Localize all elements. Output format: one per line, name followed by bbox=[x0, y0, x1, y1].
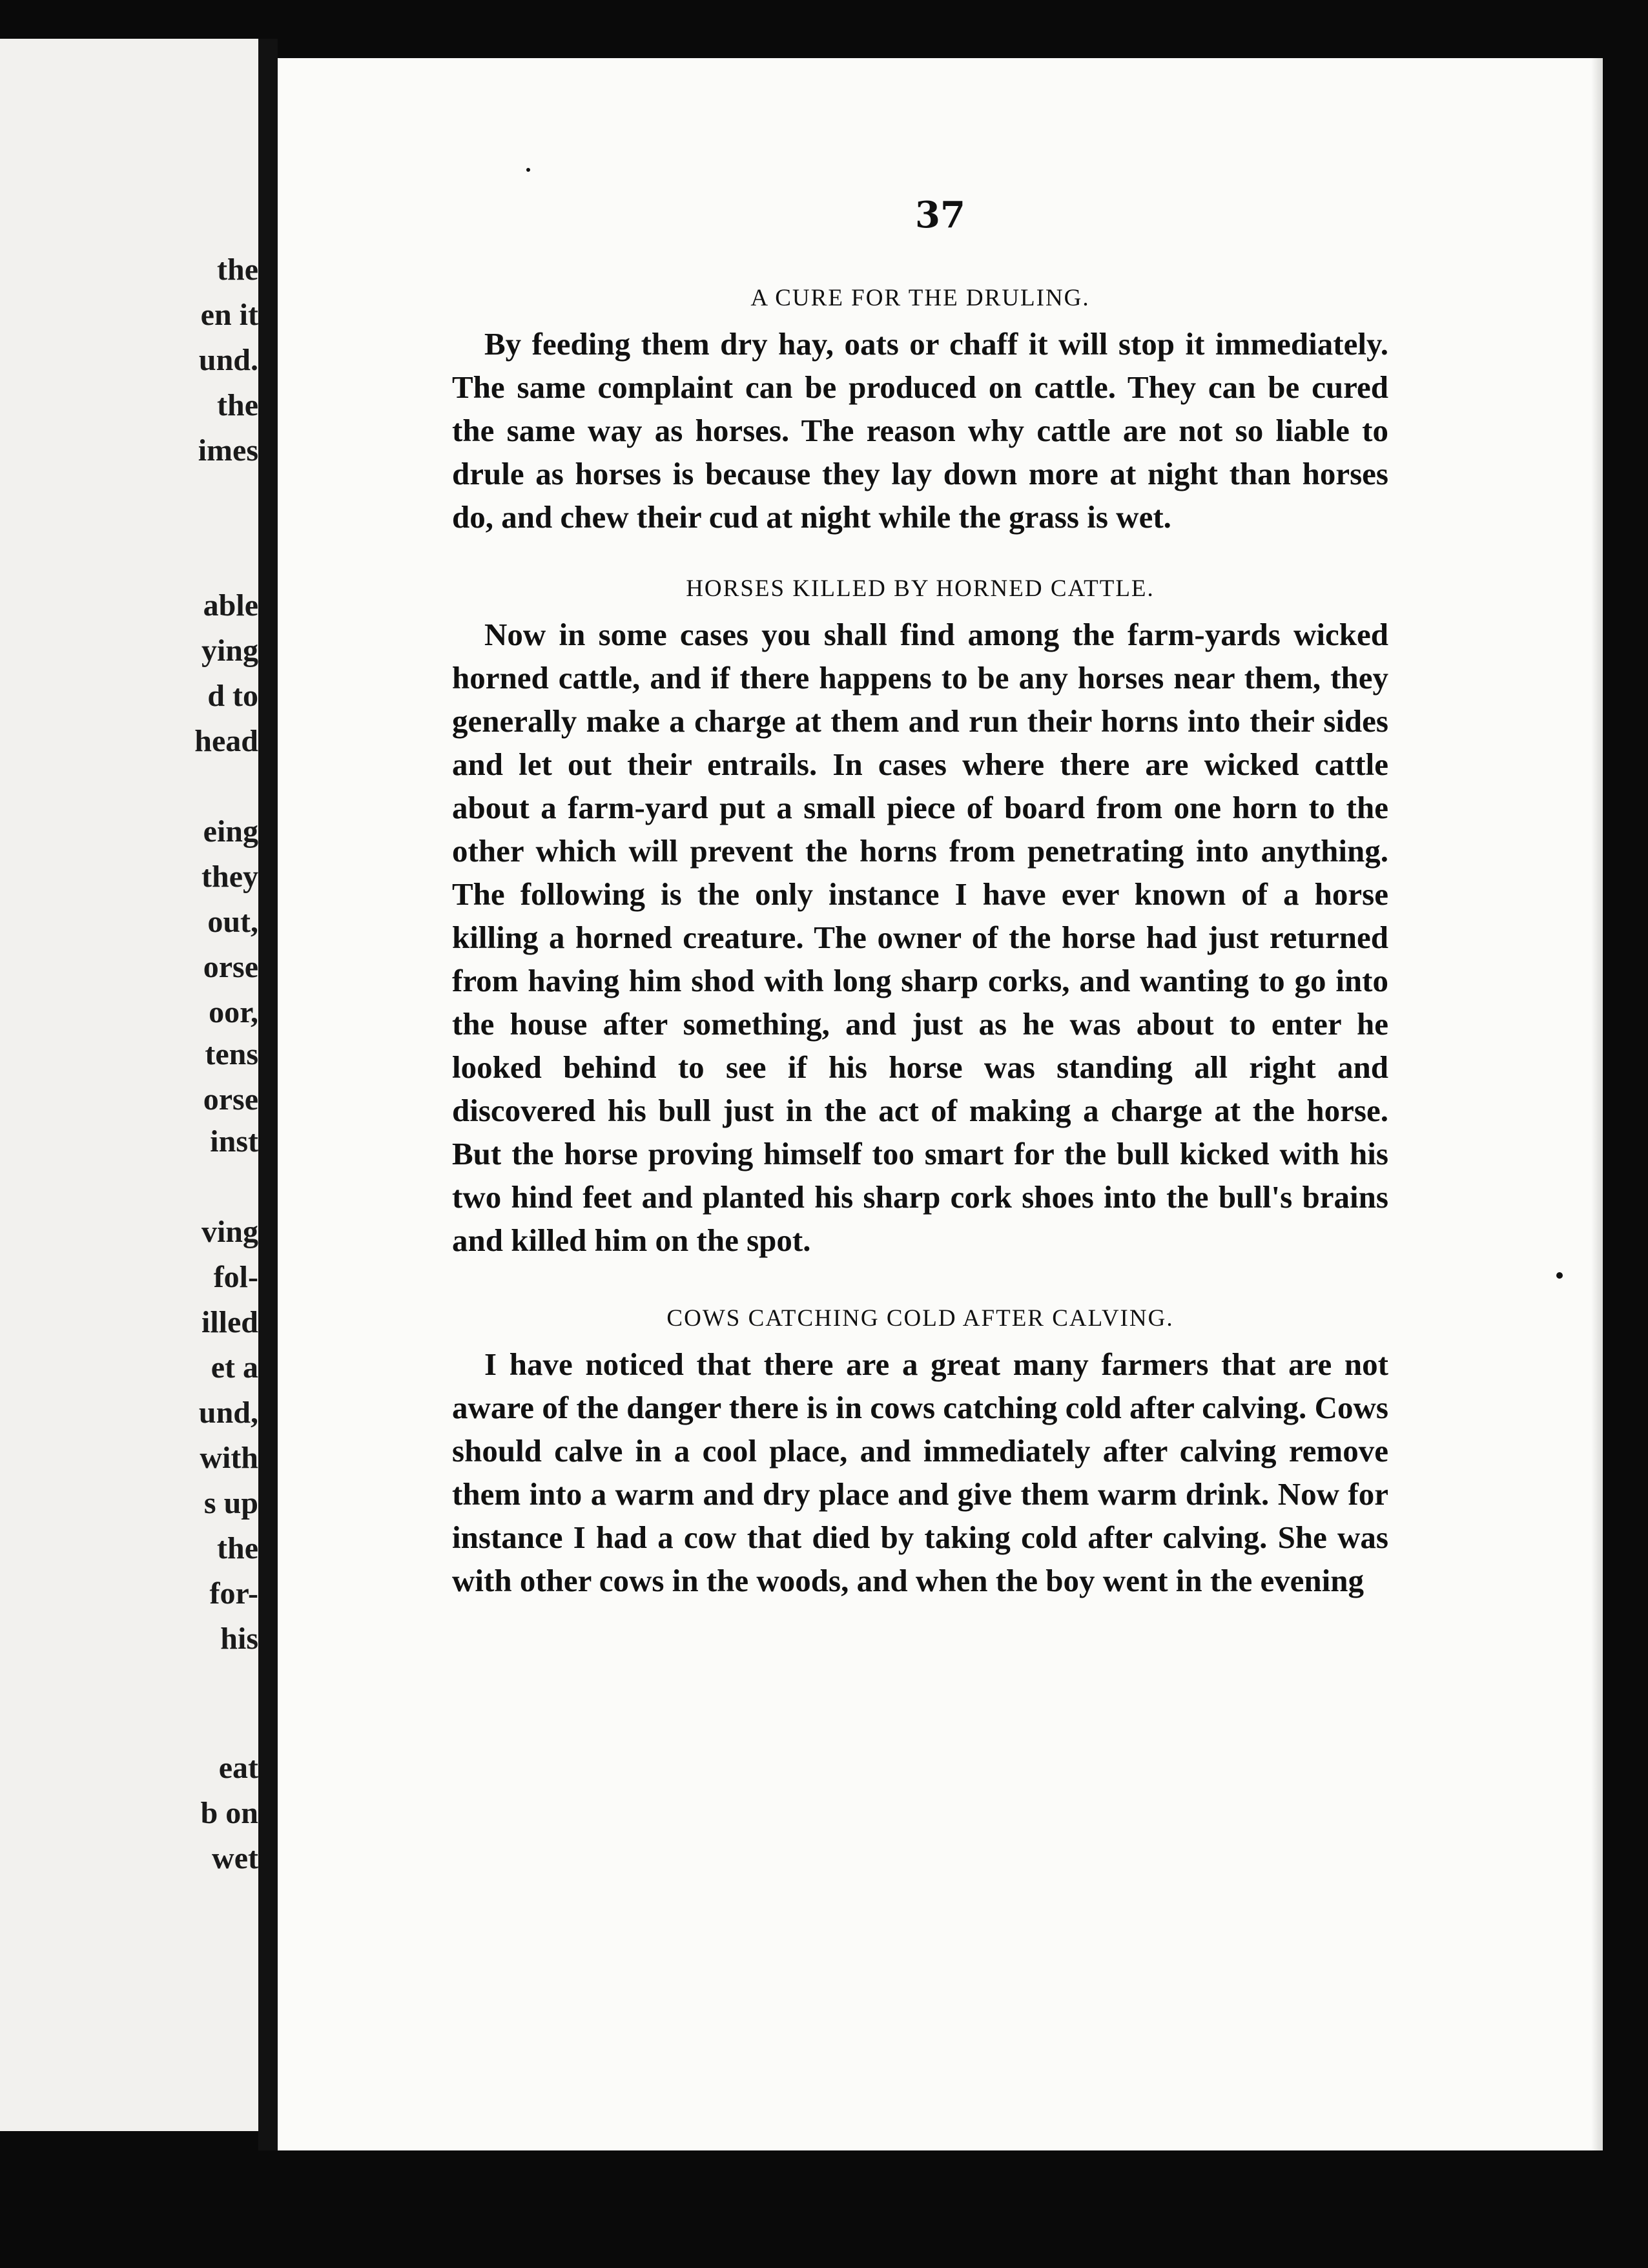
left-page-fragment bbox=[0, 39, 258, 2131]
left-line: for- bbox=[209, 1576, 258, 1611]
section-heading: HORSES KILLED BY HORNED CATTLE. bbox=[686, 575, 1155, 602]
page-edge-shadow bbox=[1591, 58, 1603, 2150]
ink-speck bbox=[526, 168, 530, 172]
left-line: eat bbox=[218, 1751, 258, 1785]
left-line: et a bbox=[211, 1350, 258, 1385]
section-heading: A CURE FOR THE DRULING. bbox=[750, 285, 1090, 311]
left-line: with bbox=[200, 1441, 258, 1475]
section-heading: COWS CATCHING COLD AFTER CALVING. bbox=[666, 1305, 1174, 1332]
left-line: ying bbox=[201, 634, 258, 668]
page-37 bbox=[278, 58, 1603, 2150]
ink-speck bbox=[1556, 1272, 1563, 1279]
left-line: his bbox=[220, 1622, 258, 1656]
book-spine bbox=[258, 39, 278, 2150]
left-line: illed bbox=[201, 1305, 258, 1339]
section-cows-catching-cold bbox=[452, 1304, 1388, 1602]
left-line: inst bbox=[210, 1124, 258, 1159]
left-line: und, bbox=[198, 1396, 258, 1430]
section-paragraph: I have noticed that there are a great many farmers that are not aware of the danger there is in cows catching cold after calving. Cows should calve in a cool place, and immediately after calving remove them into a warm and dry place and give them warm drink. Now for instance I had a cow that died by taking cold after calving. She was with other cows in the woods, and when the boy went in the evening bbox=[452, 1346, 1388, 1598]
section-cure-for-druling bbox=[452, 284, 1388, 539]
left-line: fol- bbox=[213, 1260, 258, 1294]
left-line: eing bbox=[203, 814, 258, 849]
left-line: the bbox=[217, 253, 258, 287]
left-line: oor, bbox=[209, 995, 258, 1029]
section-paragraph: By feeding them dry hay, oats or chaff it will stop it immediately. The same complaint can be produced on cattle. They can be cured the same way as horses. The reason why cattle are not so liable to drule as horses is because they lay down more at night than horses do, and chew their cud at night while the grass is wet. bbox=[452, 326, 1388, 535]
left-line: wet bbox=[212, 1841, 258, 1875]
left-line: s up bbox=[203, 1486, 258, 1520]
left-line: en it bbox=[200, 298, 258, 332]
section-paragraph: Now in some cases you shall find among the farm-yards wicked horned cattle, and if there happens to be any horses near them, they generally make a charge at them and run their horns into their sides and let out their entrails. In cases where there are wicked cattle about a farm-yard put a small piece of board from one horn to the other which will prevent the horns from penetrating into anything. The following is the only instance I have ever known of a horse killing a horned creature. The owner of the horse had just returned from having him shod with long sharp corks, and wanting to go into the house after something, and just as he was about to enter he looked behind to see if his horse was standing all right and discovered his bull just in the act of making a charge at the horse. But the horse proving himself too smart for the bull kicked with his two hind feet and planted his sharp cork shoes into the bull's brains and killed him on the spot. bbox=[452, 617, 1388, 1258]
left-line: the bbox=[217, 388, 258, 422]
page-number: 37 bbox=[915, 194, 965, 236]
left-line: imes bbox=[198, 433, 258, 468]
left-line: head bbox=[194, 724, 258, 758]
left-line: able bbox=[203, 588, 258, 623]
left-line: ving bbox=[201, 1215, 258, 1249]
left-line: b on bbox=[200, 1796, 258, 1830]
left-line: the bbox=[217, 1531, 258, 1565]
left-line: orse bbox=[203, 950, 258, 984]
page-body bbox=[452, 284, 1388, 1602]
left-line: tens bbox=[205, 1037, 258, 1071]
section-horses-killed bbox=[452, 575, 1388, 1262]
left-line: out, bbox=[207, 905, 258, 939]
left-line: they bbox=[201, 860, 258, 894]
left-line: und. bbox=[198, 343, 258, 377]
left-line: orse bbox=[203, 1082, 258, 1117]
left-line: d to bbox=[207, 679, 258, 713]
